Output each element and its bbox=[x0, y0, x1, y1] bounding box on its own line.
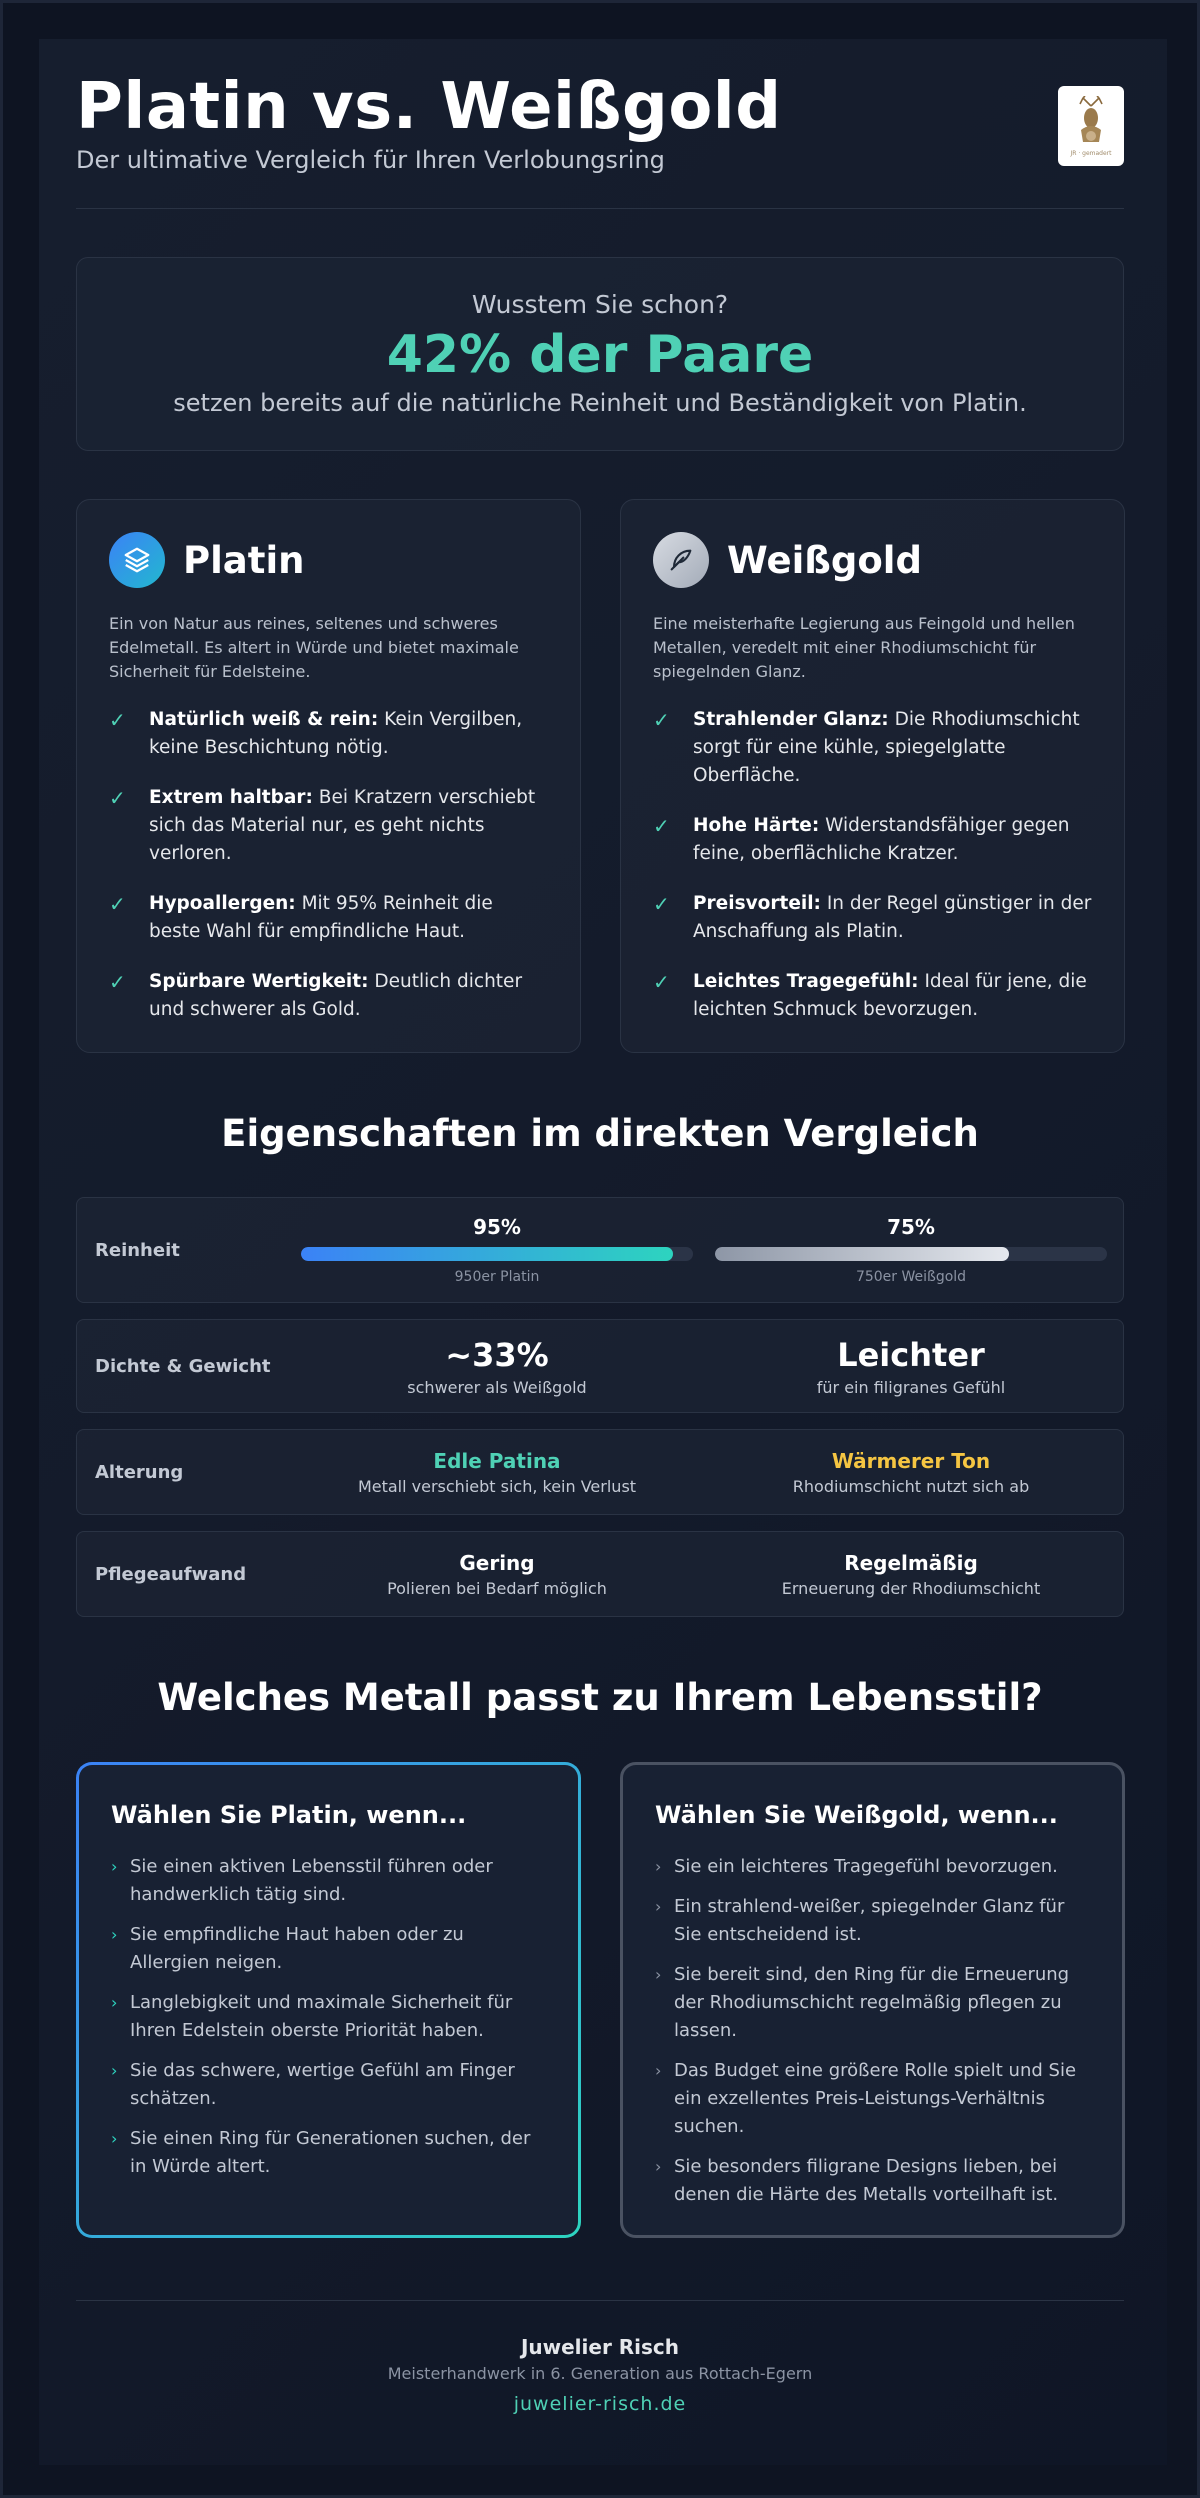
lifestyle-list bbox=[655, 1853, 1090, 2209]
care-weissgold bbox=[715, 1532, 1107, 1616]
header-divider bbox=[76, 208, 1124, 209]
stat-text: setzen bereits auf die natürliche Reinheit und Beständigkeit von Platin. bbox=[173, 389, 1027, 417]
density-platin-value: ~33% bbox=[445, 1335, 549, 1374]
aging-weissgold-value: Wärmerer Ton bbox=[831, 1448, 991, 1473]
lifestyle-card-title: Wählen Sie Platin, wenn... bbox=[111, 1801, 467, 1829]
logo-caption: JR · gemadert bbox=[1070, 149, 1112, 157]
chevron-right-icon: › bbox=[655, 1897, 662, 1916]
density-weissgold-value: Leichter bbox=[837, 1335, 985, 1374]
check-icon: ✓ bbox=[109, 786, 126, 810]
lifestyle-heading: Welches Metall passt zu Ihrem Lebensstil? bbox=[157, 1676, 1043, 1719]
list-item: › Sie das schwere, wertige Gefühl am Finger schätzen. bbox=[111, 2057, 546, 2113]
weissgold-card bbox=[620, 499, 1125, 1053]
chevron-right-icon: › bbox=[655, 1857, 662, 1876]
density-platin-caption: schwerer als Weißgold bbox=[407, 1377, 587, 1397]
density-weissgold-caption: für ein filigranes Gefühl bbox=[816, 1377, 1006, 1397]
feature-item: ✓ Hypoallergen: Mit 95% Reinheit die beste Wahl für empfindliche Haut. bbox=[109, 890, 548, 946]
feature-item: ✓ Extrem haltbar: Bei Kratzern verschiebt sich das Material nur, es geht nichts verloren. bbox=[109, 784, 548, 868]
footer-subtitle: Meisterhandwerk in 6. Generation aus Rottach-Egern bbox=[387, 2364, 813, 2383]
purity-platin-bar bbox=[301, 1247, 693, 1261]
feature-item: ✓ Spürbare Wertigkeit: Deutlich dichter und schwerer als Gold. bbox=[109, 968, 548, 1024]
lifestyle-card-weissgold bbox=[620, 1762, 1125, 2238]
comparison-row-density bbox=[76, 1319, 1124, 1413]
stat-value: 42% der Paare bbox=[386, 325, 814, 385]
check-icon: ✓ bbox=[653, 814, 670, 838]
check-icon: ✓ bbox=[109, 708, 126, 732]
purity-platin-caption: 950er Platin bbox=[454, 1269, 540, 1285]
chevron-right-icon: › bbox=[111, 2061, 118, 2080]
row-label: Dichte & Gewicht bbox=[95, 1355, 271, 1377]
feature-item: ✓ Strahlender Glanz: Die Rhodiumschicht sorgt für eine kühle, spiegelglatte Oberfläche. bbox=[653, 706, 1092, 790]
footer-website-link[interactable]: juwelier-risch.de bbox=[513, 2393, 687, 2415]
platin-card-title: Platin bbox=[183, 538, 305, 582]
feather-icon bbox=[653, 532, 709, 588]
purity-weissgold-caption: 750er Weißgold bbox=[855, 1269, 967, 1285]
chevron-right-icon: › bbox=[655, 1965, 662, 1984]
purity-weissgold bbox=[715, 1198, 1107, 1302]
comparison-row-aging bbox=[76, 1429, 1124, 1515]
density-platin bbox=[301, 1320, 693, 1412]
stat-callout bbox=[76, 257, 1124, 451]
row-label: Alterung bbox=[95, 1461, 184, 1483]
aging-weissgold-caption: Rhodiumschicht nutzt sich ab bbox=[792, 1476, 1030, 1496]
list-item: › Sie empfindliche Haut haben oder zu Allergien neigen. bbox=[111, 1921, 546, 1977]
purity-weissgold-value: 75% bbox=[887, 1215, 935, 1239]
care-weissgold-caption: Erneuerung der Rhodiumschicht bbox=[781, 1578, 1041, 1598]
page-title: Platin vs. Weißgold bbox=[76, 70, 782, 144]
density-weissgold bbox=[715, 1320, 1107, 1412]
purity-platin-value: 95% bbox=[473, 1215, 521, 1239]
list-item: › Sie ein leichteres Tragegefühl bevorzugen. bbox=[655, 1853, 1090, 1881]
feature-item: ✓ Hohe Härte: Widerstandsfähiger gegen feine, oberflächliche Kratzer. bbox=[653, 812, 1092, 868]
feature-item: ✓ Natürlich weiß & rein: Kein Vergilben, keine Beschichtung nötig. bbox=[109, 706, 548, 762]
page-subtitle: Der ultimative Vergleich für Ihren Verlobungsring bbox=[76, 146, 665, 174]
care-platin-value: Gering bbox=[459, 1550, 535, 1575]
aging-platin-value: Edle Patina bbox=[433, 1448, 561, 1473]
check-icon: ✓ bbox=[109, 892, 126, 916]
purity-platin bbox=[301, 1198, 693, 1302]
care-weissgold-value: Regelmäßig bbox=[844, 1550, 978, 1575]
chevron-right-icon: › bbox=[111, 1993, 118, 2012]
check-icon: ✓ bbox=[653, 970, 670, 994]
check-icon: ✓ bbox=[109, 970, 126, 994]
brand-logo[interactable] bbox=[1058, 86, 1124, 166]
row-label: Reinheit bbox=[95, 1239, 180, 1261]
feature-item: ✓ Leichtes Tragegefühl: Ideal für jene, die leichten Schmuck bevorzugen. bbox=[653, 968, 1092, 1024]
list-item: › Sie besonders filigrane Designs lieben, bei denen die Härte des Metalls vorteilhaft ist. bbox=[655, 2153, 1090, 2209]
comparison-heading: Eigenschaften im direkten Vergleich bbox=[221, 1112, 979, 1155]
footer-brand-name: Juwelier Risch bbox=[520, 2335, 680, 2359]
purity-platin-fill bbox=[301, 1247, 673, 1261]
check-icon: ✓ bbox=[653, 892, 670, 916]
list-item: › Sie einen aktiven Lebensstil führen oder handwerklich tätig sind. bbox=[111, 1853, 546, 1909]
chevron-right-icon: › bbox=[655, 2061, 662, 2080]
comparison-row-care bbox=[76, 1531, 1124, 1617]
care-platin-caption: Polieren bei Bedarf möglich bbox=[387, 1578, 607, 1598]
weissgold-card-title: Weißgold bbox=[727, 538, 922, 582]
layers-icon bbox=[109, 532, 165, 588]
stat-kicker: Wusstem Sie schon? bbox=[471, 290, 729, 319]
chevron-right-icon: › bbox=[111, 2129, 118, 2148]
weissgold-card-description: Eine meisterhafte Legierung aus Feingold und hellen Metallen, veredelt mit einer Rhodiumschicht für spiegelnden Glanz. bbox=[653, 614, 1075, 681]
stag-emblem-icon bbox=[1071, 96, 1111, 148]
chevron-right-icon: › bbox=[111, 1857, 118, 1876]
row-label: Pflegeaufwand bbox=[95, 1563, 247, 1585]
purity-weissgold-fill bbox=[715, 1247, 1009, 1261]
list-item: › Sie bereit sind, den Ring für die Erneuerung der Rhodiumschicht regelmäßig pflegen zu lassen. bbox=[655, 1961, 1090, 2045]
lifestyle-card-platin bbox=[76, 1762, 581, 2238]
list-item: › Das Budget eine größere Rolle spielt und Sie ein exzellentes Preis-Leistungs-Verhältnis suchen. bbox=[655, 2057, 1090, 2141]
aging-platin-caption: Metall verschiebt sich, kein Verlust bbox=[357, 1476, 637, 1496]
feature-item: ✓ Preisvorteil: In der Regel günstiger in der Anschaffung als Platin. bbox=[653, 890, 1092, 946]
platin-card-description: Ein von Natur aus reines, seltenes und schweres Edelmetall. Es altert in Würde und bietet maximale Sicherheit für Edelsteine. bbox=[109, 614, 519, 681]
aging-weissgold bbox=[715, 1430, 1107, 1514]
platin-card bbox=[76, 499, 581, 1053]
lifestyle-card-title: Wählen Sie Weißgold, wenn... bbox=[655, 1801, 1058, 1829]
footer-divider bbox=[76, 2300, 1124, 2301]
chevron-right-icon: › bbox=[111, 1925, 118, 1944]
list-item: › Langlebigkeit und maximale Sicherheit für Ihren Edelstein oberste Priorität haben. bbox=[111, 1989, 546, 2045]
chevron-right-icon: › bbox=[655, 2157, 662, 2176]
aging-platin bbox=[301, 1430, 693, 1514]
comparison-row-purity bbox=[76, 1197, 1124, 1303]
list-item: › Sie einen Ring für Generationen suchen, der in Würde altert. bbox=[111, 2125, 546, 2181]
care-platin bbox=[301, 1532, 693, 1616]
check-icon: ✓ bbox=[653, 708, 670, 732]
lifestyle-list bbox=[111, 1853, 546, 2181]
purity-weissgold-bar bbox=[715, 1247, 1107, 1261]
list-item: › Ein strahlend-weißer, spiegelnder Glanz für Sie entscheidend ist. bbox=[655, 1893, 1090, 1949]
